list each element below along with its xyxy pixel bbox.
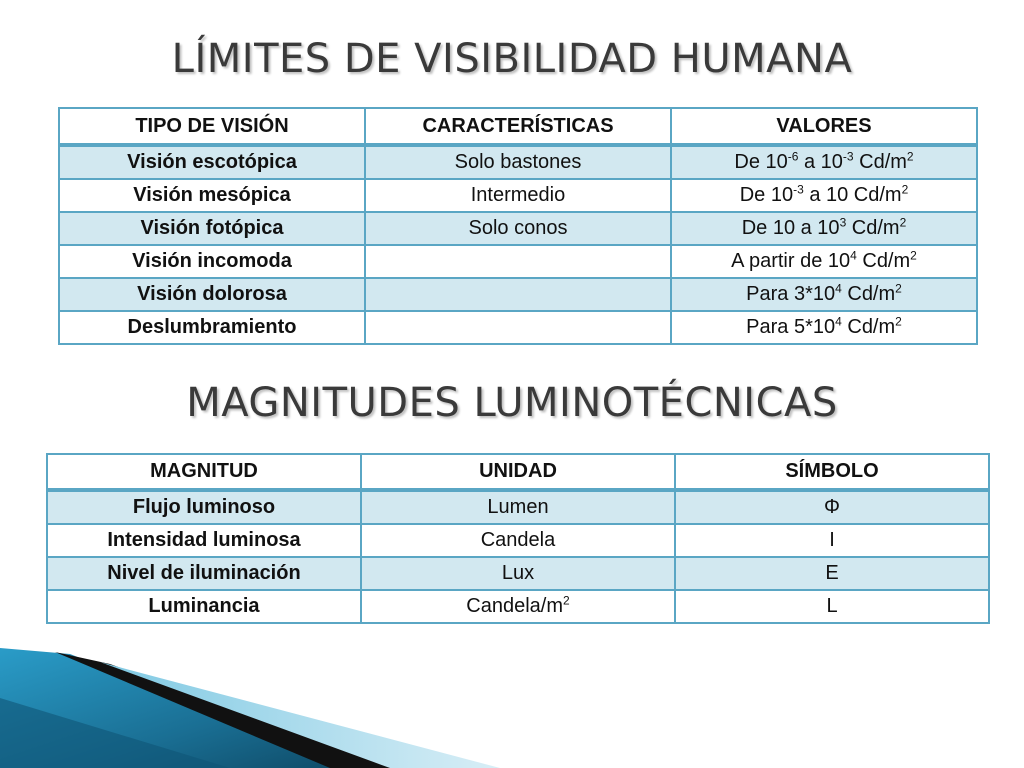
characteristics-cell	[365, 245, 671, 278]
values-cell	[671, 179, 977, 212]
characteristics-cell: Solo conos	[365, 212, 671, 245]
values-cell	[671, 278, 977, 311]
value-text: Cd/m	[841, 316, 896, 338]
value-text: Para 3*10	[746, 283, 836, 305]
value-text: Candela	[480, 529, 556, 551]
unit-cell	[361, 557, 675, 590]
table-row	[59, 245, 977, 278]
table-header-row	[47, 454, 989, 490]
exponent: 2	[563, 593, 570, 608]
value-text: Para 5*10	[746, 316, 836, 338]
value-text: Lumen	[487, 496, 549, 518]
table-row	[59, 311, 977, 344]
column-header: VALORES	[671, 108, 977, 145]
value-text: A partir de 10	[731, 250, 851, 272]
value-text: Cd/m	[853, 151, 907, 173]
magnitude-cell: Nivel de iluminación	[47, 557, 361, 590]
exponent: -3	[842, 149, 854, 164]
vision-type-cell: Visión incomoda	[59, 245, 365, 278]
value-text: Cd/m	[846, 217, 900, 239]
symbol-cell: Φ	[675, 490, 989, 524]
value-text: a 10 Cd/m	[803, 184, 902, 206]
exponent: -6	[787, 149, 799, 164]
values-cell	[671, 145, 977, 179]
characteristics-cell	[365, 311, 671, 344]
exponent: -3	[793, 182, 804, 197]
table-row	[59, 145, 977, 179]
magnitude-cell: Luminancia	[47, 590, 361, 623]
value-text: De 10	[739, 184, 794, 206]
column-header: TIPO DE VISIÓN	[59, 108, 365, 145]
vision-type-cell: Visión mesópica	[59, 179, 365, 212]
exponent: 4	[835, 314, 842, 329]
symbol-cell: I	[675, 524, 989, 557]
value-text: a 10	[798, 151, 843, 173]
vision-type-cell: Deslumbramiento	[59, 311, 365, 344]
symbol-cell: L	[675, 590, 989, 623]
column-header: SÍMBOLO	[675, 454, 989, 490]
vision-type-cell: Visión escotópica	[59, 145, 365, 179]
symbol-cell: E	[675, 557, 989, 590]
value-text: Candela/m	[466, 595, 564, 617]
table-row	[59, 278, 977, 311]
unit-cell	[361, 490, 675, 524]
values-cell	[671, 245, 977, 278]
slide-title-magnitudes: MAGNITUDES LUMINOTÉCNICAS	[186, 380, 838, 426]
vision-limits-table	[58, 107, 978, 345]
magnitude-cell: Intensidad luminosa	[47, 524, 361, 557]
exponent: 2	[895, 281, 902, 296]
column-header: MAGNITUD	[47, 454, 361, 490]
column-header: CARACTERÍSTICAS	[365, 108, 671, 145]
characteristics-cell: Intermedio	[365, 179, 671, 212]
table-row	[47, 557, 989, 590]
exponent: 2	[901, 182, 909, 197]
table-row	[47, 524, 989, 557]
table-row	[59, 179, 977, 212]
vision-type-cell: Visión dolorosa	[59, 278, 365, 311]
column-header: UNIDAD	[361, 454, 675, 490]
slide-title-vision: LÍMITES DE VISIBILIDAD HUMANA	[171, 36, 853, 82]
decorative-corner-swoosh	[0, 638, 1024, 768]
table-header-row	[59, 108, 977, 145]
table-row	[59, 212, 977, 245]
exponent: 4	[850, 248, 857, 263]
value-text: Lux	[501, 562, 535, 584]
magnitudes-table	[46, 453, 990, 624]
table-row	[47, 490, 989, 524]
exponent: 3	[839, 215, 847, 230]
unit-cell	[361, 524, 675, 557]
exponent: 4	[835, 281, 842, 296]
value-text: Cd/m	[841, 283, 896, 305]
table-row	[47, 590, 989, 623]
values-cell	[671, 311, 977, 344]
exponent: 2	[906, 149, 914, 164]
value-text: De 10 a 10	[741, 217, 840, 239]
value-text: Cd/m	[856, 250, 911, 272]
exponent: 2	[895, 314, 902, 329]
unit-cell	[361, 590, 675, 623]
characteristics-cell: Solo bastones	[365, 145, 671, 179]
values-cell	[671, 212, 977, 245]
value-text: De 10	[734, 151, 788, 173]
exponent: 2	[910, 248, 917, 263]
magnitude-cell: Flujo luminoso	[47, 490, 361, 524]
vision-type-cell: Visión fotópica	[59, 212, 365, 245]
characteristics-cell	[365, 278, 671, 311]
exponent: 2	[899, 215, 907, 230]
